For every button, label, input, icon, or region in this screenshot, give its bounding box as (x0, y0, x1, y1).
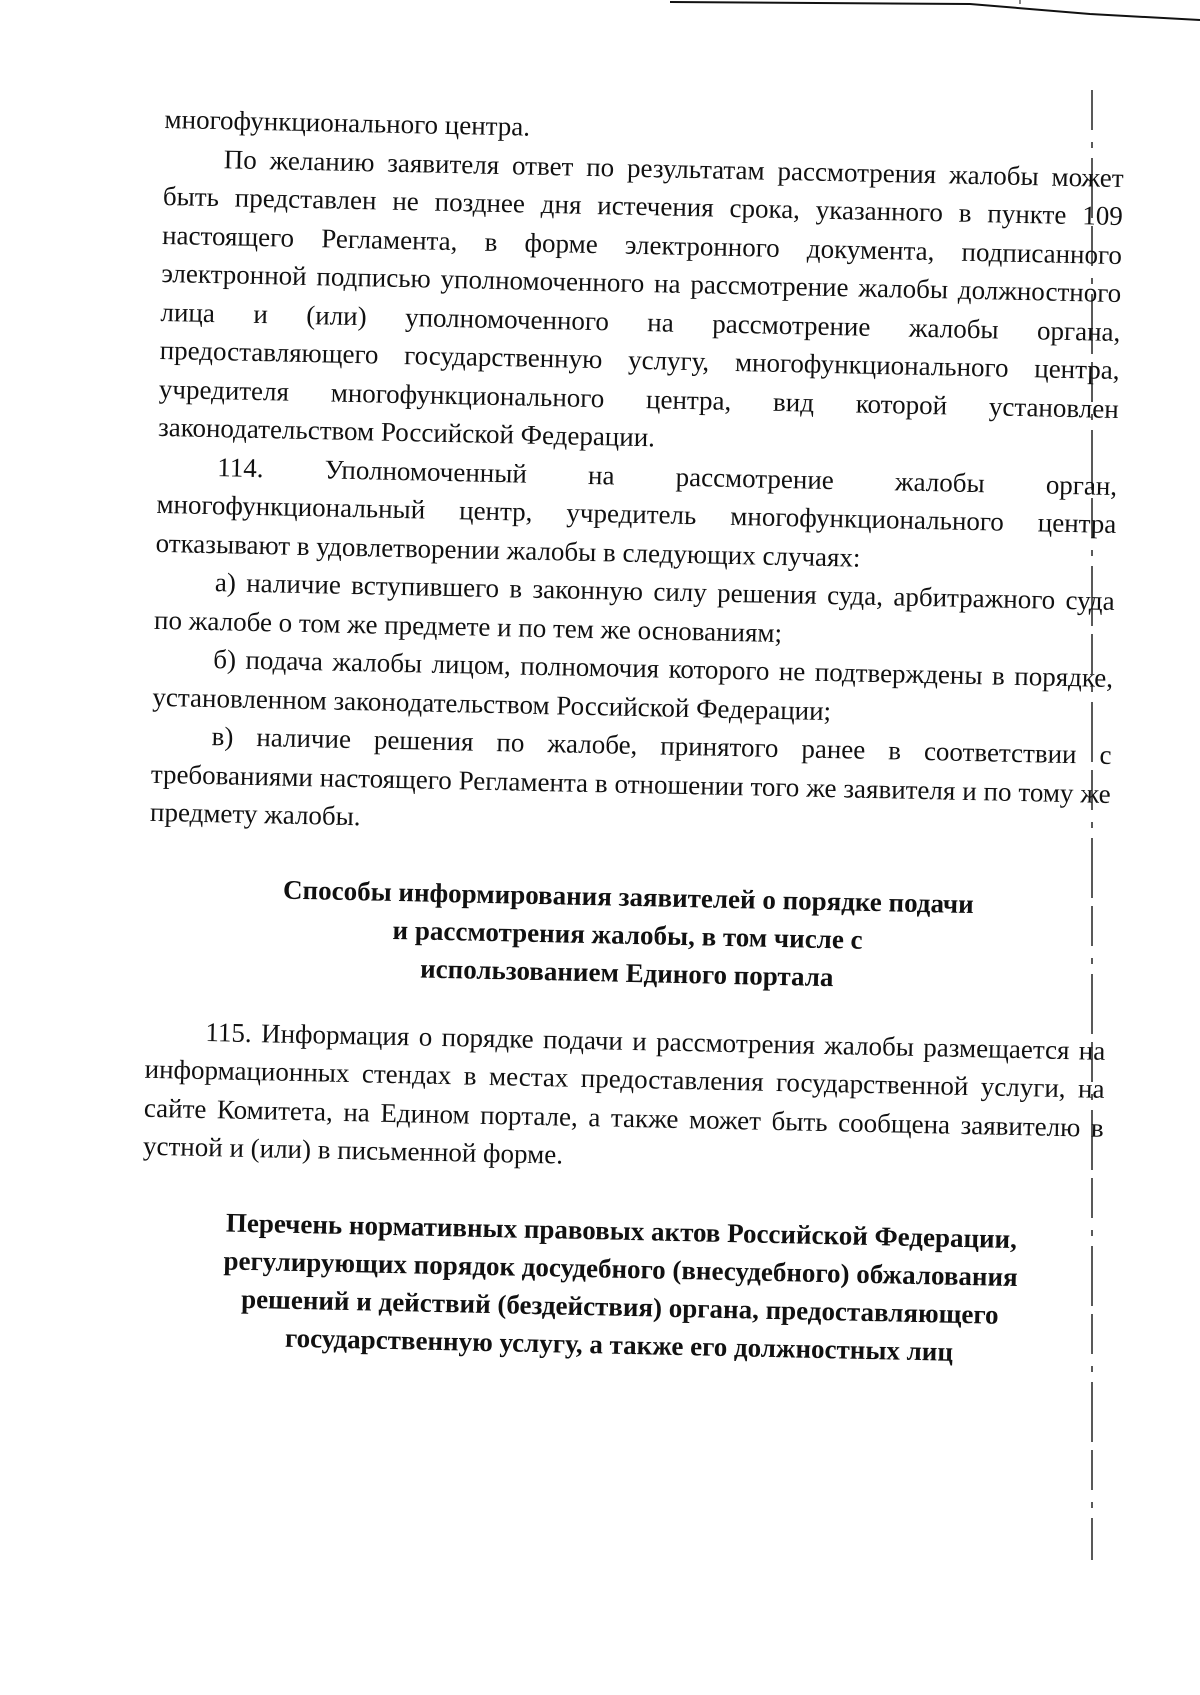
list-item-v: в) наличие решения по жалобе, принятого ранее в соответствии с требованиями настоящего Регламента в отношении того же заявителя и по тому же предмету жалобы. (149, 721, 1112, 832)
paragraph-answer-form: По желанию заявителя ответ по результатам рассмотрения жалобы может быть представлен не позднее дня истечения срока, указанного в пункте 109 настоящего Регламента, в форме электронного документа, подписанного электронной подписью уполномоченного на рассмотрение жалобы должностного лица и (или) уполномоченного на рассмотрение жалобы органа, предоставляющего государственную услугу, многофункционального центра, учредителя многофункционального центра, вид которой установлен законодательством Российской Федерации. (157, 143, 1124, 453)
heading-line: использованием Единого портала (419, 953, 834, 992)
heading-line: и рассмотрения жалобы, в том числе с (392, 914, 863, 955)
section-heading-legal-acts (139, 1201, 1102, 1373)
heading-line: регулирующих порядок досудебного (внесудебного) обжалования (223, 1244, 1019, 1292)
heading-line: государственную услугу, а также его должностных лиц (284, 1322, 954, 1367)
heading-line: Способы информирования заявителей о порядке подачи (282, 874, 975, 919)
heading-line: Перечень нормативных правовых актов Российской Федерации, (225, 1207, 1018, 1254)
document-body (138, 100, 1125, 1403)
intro-line: многофункционального центра. (164, 103, 531, 142)
section-heading-informing (147, 867, 1109, 1001)
list-item-b: б) подача жалобы лицом, полномочия которого не подтверждены в порядке, установленном законодательством Российской Федерации; (152, 644, 1114, 726)
list-item-a: а) наличие вступившего в законную силу решения суда, арбитражного суда по жалобе о том же предмете и по тем же основаниям; (153, 567, 1116, 648)
paragraph-115: 115. Информация о порядке подачи и рассмотрения жалобы размещается на информационных стендах в местах предоставления государственной услуги, на сайте Комитета, на Едином портале, а также может быть сообщена заявителю в устной и (или) в письменной форме. (142, 1016, 1106, 1170)
heading-line: решений и действий (бездействия) органа, предоставляющего (240, 1283, 999, 1330)
paragraph-114: 114. Уполномоченный на рассмотрение жалобы орган, многофункциональный центр, учредитель многофункционального центра отказывают в удовлетворении жалобы в следующих случаях: (155, 451, 1118, 573)
scan-artifact-top-line (670, 0, 1200, 24)
